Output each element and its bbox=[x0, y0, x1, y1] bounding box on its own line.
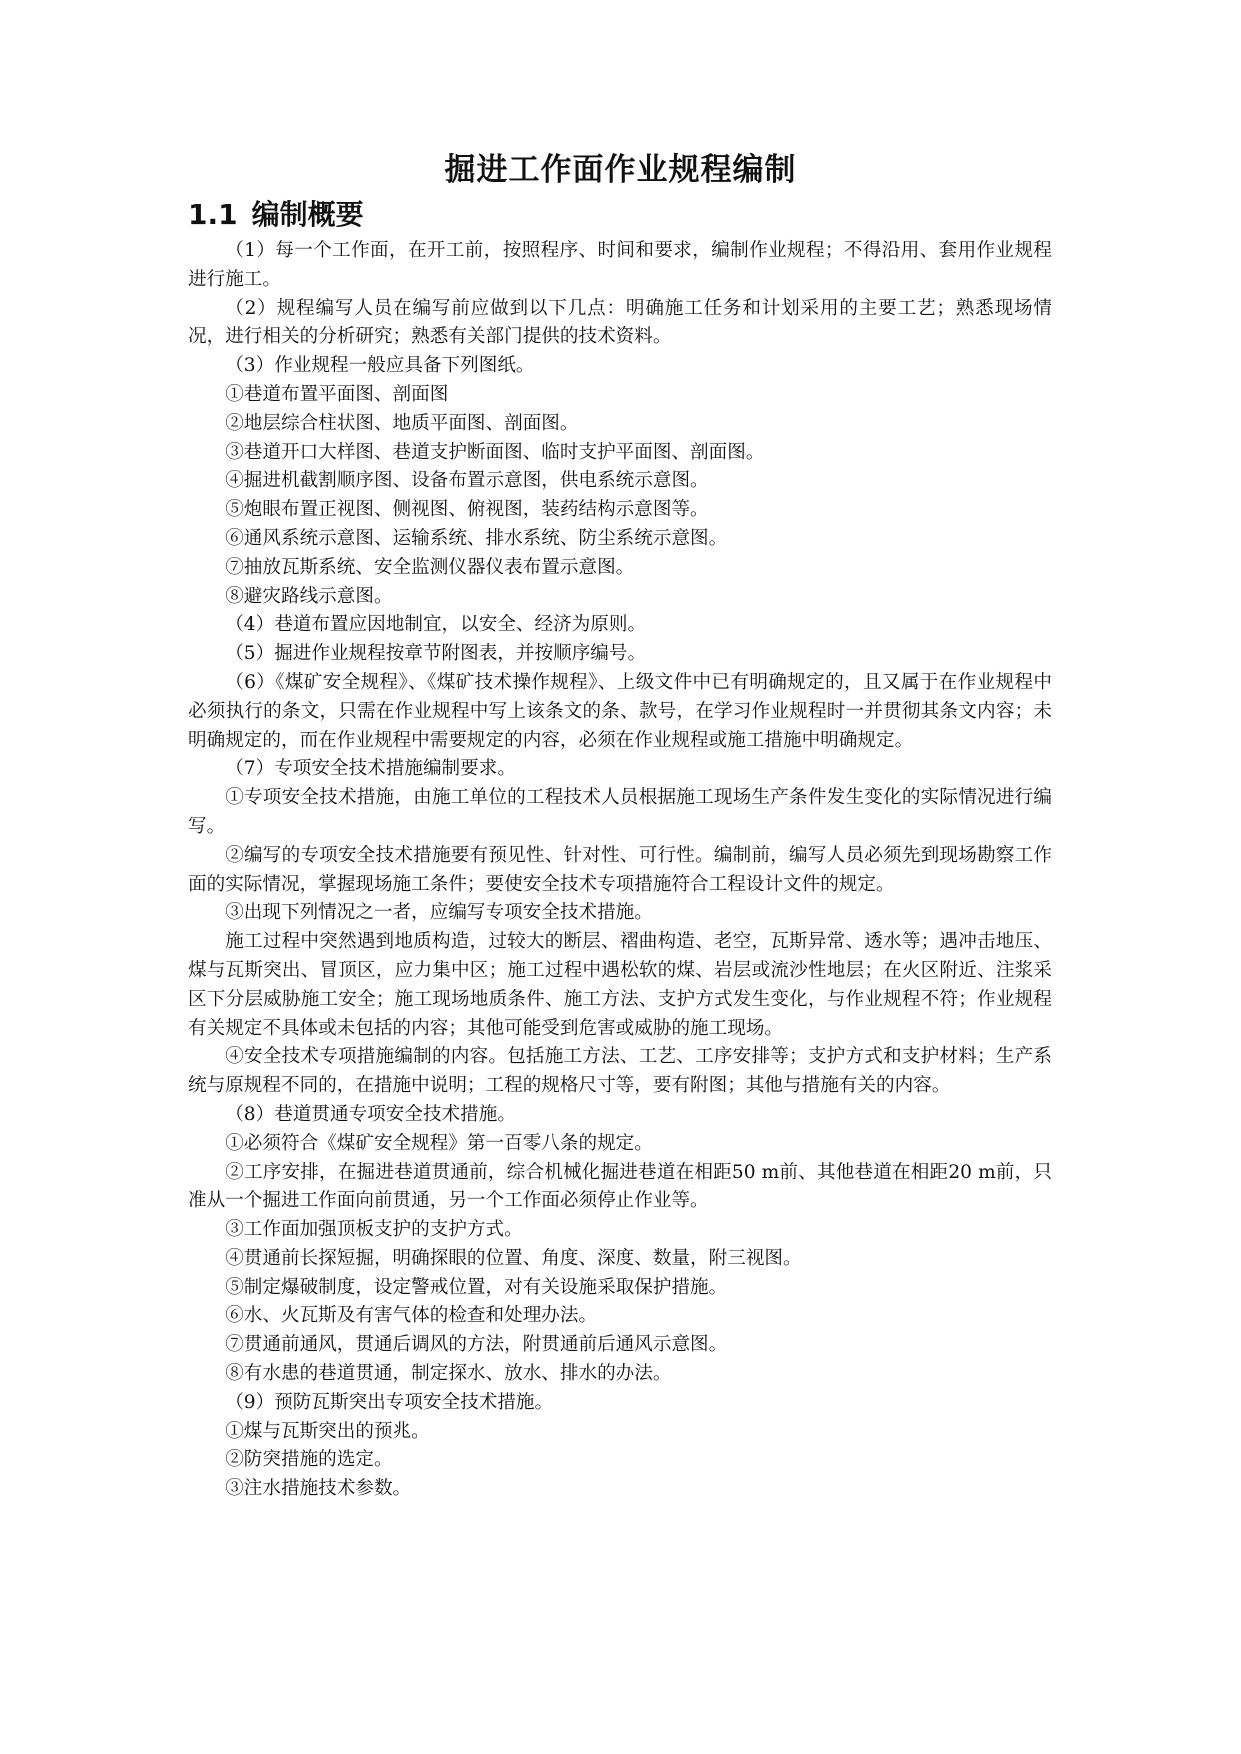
paragraph: （1）每一个工作面，在开工前，按照程序、时间和要求，编制作业规程；不得沿用、套用作业规程进行施工。 bbox=[188, 240, 1052, 290]
paragraph: ②编写的专项安全技术措施要有预见性、针对性、可行性。编制前，编写人员必须先到现场勘察工作面的实际情况，掌握现场施工条件；要使安全技术专项措施符合工程设计文件的规定。 bbox=[188, 844, 1052, 895]
paragraph: ①煤与瓦斯突出的预兆。 bbox=[225, 1420, 430, 1442]
paragraph: ⑧避灾路线示意图。 bbox=[225, 585, 393, 607]
paragraph: ⑧有水患的巷道贯通，制定探水、放水、排水的办法。 bbox=[225, 1363, 672, 1385]
paragraph: ④掘进机截割顺序图、设备布置示意图，供电系统示意图。 bbox=[225, 470, 709, 492]
document-title: 掘进工作面作业规程编制 bbox=[444, 152, 797, 188]
paragraph: ③巷道开口大样图、巷道支护断面图、临时支护平面图、剖面图。 bbox=[225, 441, 765, 463]
paragraph: ⑥水、火瓦斯及有害气体的检查和处理办法。 bbox=[225, 1305, 598, 1327]
section-title: 编制概要 bbox=[251, 198, 364, 231]
paragraph: （8）巷道贯通专项安全技术措施。 bbox=[225, 1103, 516, 1125]
document-body bbox=[188, 237, 1052, 1504]
paragraph: 施工过程中突然遇到地质构造，过较大的断层、褶曲构造、老空，瓦斯异常、透水等；遇冲击地压、煤与瓦斯突出、冒顶区，应力集中区；施工过程中遇松软的煤、岩层或流沙性地层；在火区附近、注浆采区下分层威胁施工安全；施工现场地质条件、施工方法、支护方式发生变化，与作业规程不符；作业规程有关规定不具体或未包括的内容；其他可能受到危害或威胁的施工现场。 bbox=[188, 931, 1052, 1039]
paragraph: （7）专项安全技术措施编制要求。 bbox=[225, 758, 516, 780]
paragraph: （2）规程编写人员在编写前应做到以下几点：明确施工任务和计划采用的主要工艺；熟悉现场情况，进行相关的分析研究；熟悉有关部门提供的技术资料。 bbox=[188, 297, 1052, 348]
paragraph: （9）预防瓦斯突出专项安全技术措施。 bbox=[225, 1391, 554, 1413]
paragraph: ②工序安排，在掘进巷道贯通前，综合机械化掘进巷道在相距50 m前、其他巷道在相距20 m前，只准从一个掘进工作面向前贯通，另一个工作面必须停止作业等。 bbox=[188, 1161, 1052, 1212]
paragraph: ⑥通风系统示意图、运输系统、排水系统、防尘系统示意图。 bbox=[225, 527, 728, 549]
paragraph: ④贯通前长探短掘，明确探眼的位置、角度、深度、数量，附三视图。 bbox=[225, 1247, 802, 1269]
paragraph: ①必须符合《煤矿安全规程》第一百零八条的规定。 bbox=[225, 1132, 653, 1154]
paragraph: ③注水措施技术参数。 bbox=[225, 1478, 412, 1500]
paragraph: ②防突措施的选定。 bbox=[225, 1449, 393, 1471]
paragraph: ①巷道布置平面图、剖面图 bbox=[225, 383, 449, 405]
paragraph: ⑤制定爆破制度，设定警戒位置，对有关设施采取保护措施。 bbox=[225, 1276, 728, 1298]
paragraph: （3）作业规程一般应具备下列图纸。 bbox=[225, 355, 535, 377]
section-heading bbox=[188, 197, 364, 233]
paragraph: ⑤炮眼布置正视图、侧视图、俯视图，装药结构示意图等。 bbox=[225, 499, 709, 521]
paragraph: （4）巷道布置应因地制宜，以安全、经济为原则。 bbox=[225, 614, 647, 636]
paragraph: ③出现下列情况之一者，应编写专项安全技术措施。 bbox=[225, 902, 653, 924]
paragraph: ④安全技术专项措施编制的内容。包括施工方法、工艺、工序安排等；支护方式和支护材料；生产系统与原规程不同的，在措施中说明；工程的规格尺寸等，要有附图；其他与措施有关的内容。 bbox=[188, 1046, 1052, 1097]
paragraph: ②地层综合柱状图、地质平面图、剖面图。 bbox=[225, 412, 579, 434]
paragraph: ⑦抽放瓦斯系统、安全监测仪器仪表布置示意图。 bbox=[225, 556, 635, 578]
paragraph: ⑦贯通前通风，贯通后调风的方法，附贯通前后通风示意图。 bbox=[225, 1334, 728, 1356]
section-number: 1.1 bbox=[188, 198, 238, 231]
paragraph: ③工作面加强顶板支护的支护方式。 bbox=[225, 1219, 523, 1241]
paragraph: （6）《煤矿安全规程》、《煤矿技术操作规程》、上级文件中已有明确规定的，且又属于在作业规程中必须执行的条文，只需在作业规程中写上该条文的条、款号，在学习作业规程时一并贯彻其条文内容；未明确规定的，而在作业规程中需要规定的内容，必须在作业规程或施工措施中明确规定。 bbox=[188, 671, 1052, 751]
paragraph: （5）掘进作业规程按章节附图表，并按顺序编号。 bbox=[225, 643, 647, 665]
paragraph: ①专项安全技术措施，由施工单位的工程技术人员根据施工现场生产条件发生变化的实际情况进行编写。 bbox=[188, 787, 1052, 837]
